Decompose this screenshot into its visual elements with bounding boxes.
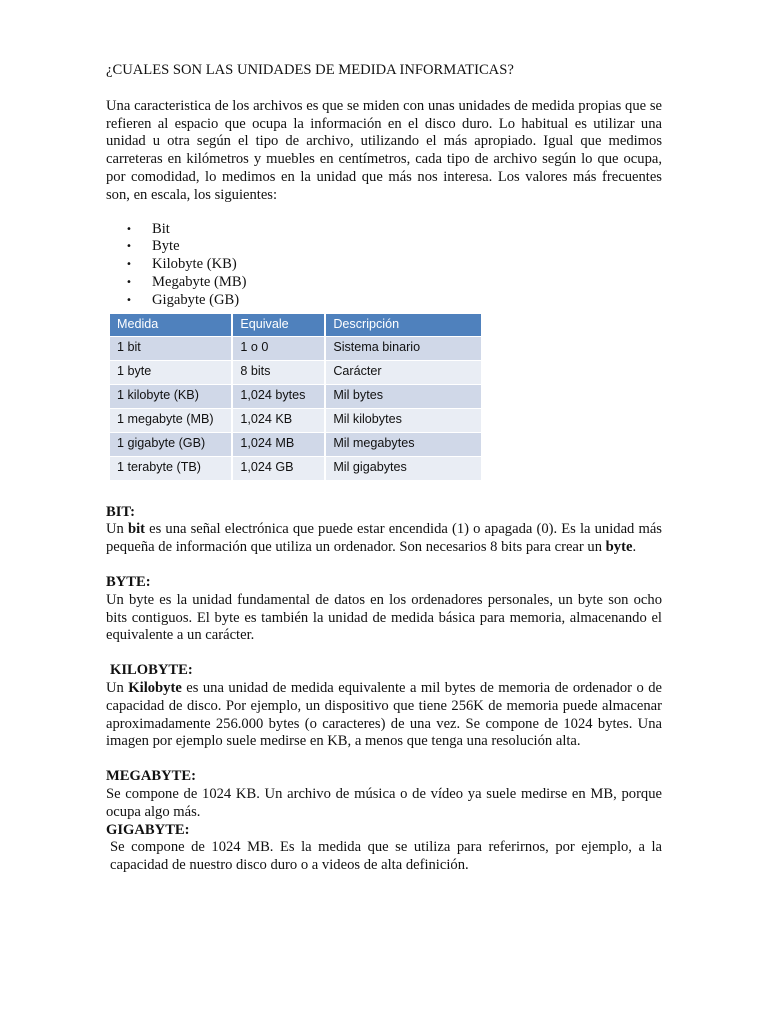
section-text-gigabyte: Se compone de 1024 MB. Es la medida que se utiliza para referirnos, por ejemplo, a la capacidad de nuestro disco duro o a videos de alta definición. bbox=[110, 839, 662, 874]
list-item-label: Megabyte (MB) bbox=[152, 273, 247, 290]
table-cell: 1,024 MB bbox=[232, 432, 325, 456]
table-header-descripcion: Descripción bbox=[325, 314, 482, 337]
table-row bbox=[110, 456, 482, 480]
text-run: es una unidad de medida equivalente a mil bytes de memoria de ordenador o de capacidad de disco. Por ejemplo, un dispositivo que tiene 256K de memoria puede almacenar aproximadamente 256.000 bytes (o caracteres) de una vez. Se compone de 1024 bytes. Una imagen por ejemplo suele medirse en KB, a menos que tenga una resolución alta. bbox=[106, 679, 662, 750]
text-run: . bbox=[632, 539, 637, 556]
table-row bbox=[110, 336, 482, 360]
table-cell: Sistema binario bbox=[325, 336, 482, 360]
bullet-icon: • bbox=[126, 223, 132, 235]
table-cell: 1 terabyte (TB) bbox=[110, 456, 232, 480]
table-cell: Mil kilobytes bbox=[325, 408, 482, 432]
table-cell: 1,024 GB bbox=[232, 456, 325, 480]
units-table bbox=[110, 314, 483, 480]
list-item bbox=[126, 274, 662, 292]
section-text-byte: Un byte es la unidad fundamental de datos en los ordenadores personales, un byte son ocho bits contiguos. El byte es también la unidad de medida básica para memoria, almacenando el equivalente a un carácter. bbox=[106, 591, 662, 644]
list-item bbox=[126, 292, 662, 310]
table-cell: 1 bit bbox=[110, 336, 232, 360]
section-heading-megabyte: MEGABYTE: bbox=[106, 768, 196, 785]
bullet-icon: • bbox=[126, 259, 132, 271]
section-kilobyte bbox=[106, 662, 662, 751]
text-run: Un bbox=[106, 679, 129, 696]
list-item bbox=[126, 256, 662, 274]
section-text-bit bbox=[106, 521, 662, 557]
section-megabyte bbox=[106, 768, 662, 821]
bold-term-kilobyte: Kilobyte bbox=[128, 679, 182, 696]
section-heading-gigabyte: GIGABYTE: bbox=[106, 821, 190, 838]
bullet-icon: • bbox=[126, 241, 132, 253]
list-item-label: Kilobyte (KB) bbox=[152, 256, 237, 273]
table-row bbox=[110, 408, 482, 432]
table-header-row bbox=[110, 314, 482, 337]
table-cell: 1,024 KB bbox=[232, 408, 325, 432]
list-item-label: Bit bbox=[152, 220, 170, 237]
document-page bbox=[106, 62, 662, 875]
unit-list bbox=[106, 221, 662, 310]
table-row bbox=[110, 384, 482, 408]
table-cell: 1 gigabyte (GB) bbox=[110, 432, 232, 456]
list-item-label: Gigabyte (GB) bbox=[152, 291, 240, 308]
text-run: Un bbox=[106, 521, 128, 538]
table-row bbox=[110, 360, 482, 384]
section-heading-bit: BIT: bbox=[106, 503, 135, 520]
table-row bbox=[110, 432, 482, 456]
table-cell: 8 bits bbox=[232, 360, 325, 384]
table-cell: 1 kilobyte (KB) bbox=[110, 384, 232, 408]
section-text-megabyte: Se compone de 1024 KB. Un archivo de música o de vídeo ya suele medirse en MB, porque ocupa algo más. bbox=[106, 785, 662, 820]
bold-term-bit: bit bbox=[127, 521, 145, 538]
table-cell: 1 byte bbox=[110, 360, 232, 384]
section-heading-byte: BYTE: bbox=[106, 573, 151, 590]
table-cell: Mil bytes bbox=[325, 384, 482, 408]
section-gigabyte bbox=[106, 822, 662, 875]
list-item bbox=[126, 221, 662, 239]
bullet-icon: • bbox=[126, 294, 132, 306]
table-cell: Carácter bbox=[325, 360, 482, 384]
section-bit bbox=[106, 504, 662, 557]
document-title: ¿CUALES SON LAS UNIDADES DE MEDIDA INFORMATICAS? bbox=[106, 62, 514, 78]
table-header-medida: Medida bbox=[110, 314, 232, 337]
table-cell: 1 o 0 bbox=[232, 336, 325, 360]
bullet-icon: • bbox=[126, 276, 132, 288]
table-cell: 1,024 bytes bbox=[232, 384, 325, 408]
section-byte bbox=[106, 574, 662, 645]
intro-paragraph: Una caracteristica de los archivos es que se miden con unas unidades de medida propias que se refieren al espacio que ocupa la información en el disco duro. Lo habitual es utilizar una unidad u otra según el tipo de archivo, utilizando el más apropiado. Igual que medimos carreteras en kilómetros y muebles en centímetros, cada tipo de archivo según lo que ocupa, por comodidad, lo medimos en la unidad que más nos interesa. Los valores más frecuentes son, en escala, los siguientes: bbox=[106, 97, 662, 203]
text-run: es una señal electrónica que puede estar encendida (1) o apagada (0). Es la unidad más pequeña de información que utiliza un ordenador. Son necesarios 8 bits para crear un bbox=[106, 521, 662, 556]
section-heading-kilobyte: KILOBYTE: bbox=[110, 662, 193, 679]
table-cell: 1 megabyte (MB) bbox=[110, 408, 232, 432]
table-cell: Mil gigabytes bbox=[325, 456, 482, 480]
list-item-label: Byte bbox=[152, 238, 180, 255]
table-cell: Mil megabytes bbox=[325, 432, 482, 456]
list-item bbox=[126, 238, 662, 256]
section-text-kilobyte bbox=[106, 680, 662, 751]
bold-term-byte: byte bbox=[605, 539, 633, 556]
table-header-equivale: Equivale bbox=[232, 314, 325, 337]
